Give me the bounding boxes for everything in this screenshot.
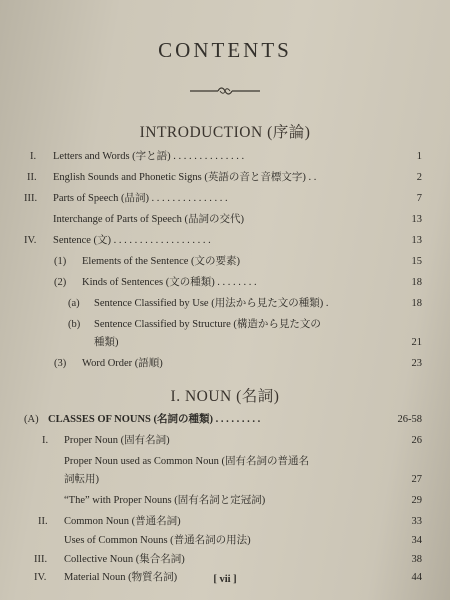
toc-entry[interactable]: [0, 192, 450, 210]
toc-entry-title: Parts of Speech (品詞) . . . . . . . . . . . . . . .: [53, 193, 228, 204]
toc-entry-page: 21: [411, 337, 422, 348]
toc-entry-number: III.: [34, 554, 48, 565]
toc-entry[interactable]: [0, 234, 450, 252]
toc-entry-page: 15: [411, 256, 422, 267]
toc-entry-page: 26-58: [397, 414, 422, 425]
toc-entry-number: (1): [54, 256, 67, 267]
ornament-divider: [190, 86, 260, 96]
toc-entry[interactable]: [0, 473, 450, 491]
toc-entry-number: III.: [24, 193, 38, 204]
toc-entry-page: 7: [416, 193, 422, 204]
toc-entry-title: “The” with Proper Nouns (固有名詞と定冠詞): [64, 495, 266, 506]
toc-entry-title: Material Noun (物質名詞): [64, 572, 178, 583]
toc-entry-page: 2: [416, 172, 422, 183]
toc-entry-title: Word Order (語順): [82, 358, 163, 369]
toc-entry[interactable]: [0, 276, 450, 294]
section-heading-introduction: INTRODUCTION (序論): [139, 124, 311, 141]
page-title: CONTENTS: [158, 38, 292, 62]
toc-entry-title: Letters and Words (字と語) . . . . . . . . . . . . . .: [53, 151, 245, 162]
toc-entry-title: Sentence Classified by Use (用法から見た文の種類) .: [94, 298, 329, 309]
toc-entry-title: 詞転用): [64, 474, 99, 485]
toc-entry-title: CLASSES OF NOUNS (名詞の種類) . . . . . . . . .: [48, 414, 261, 425]
toc-entry-number: (a): [68, 298, 80, 309]
toc-entry[interactable]: [0, 318, 450, 336]
toc-entry-number: II.: [27, 172, 37, 183]
toc-entry-title: Uses of Common Nouns (普通名詞の用法): [64, 535, 251, 546]
toc-entry-number: IV.: [24, 235, 37, 246]
toc-entry[interactable]: [0, 534, 450, 552]
toc-entry-page: 26: [411, 435, 422, 446]
toc-entry-title: Interchange of Parts of Speech (品詞の交代): [53, 214, 244, 225]
toc-entry-number: (b): [68, 319, 81, 330]
toc-entry-title: 種類): [94, 337, 119, 348]
toc-entry-title: English Sounds and Phonetic Signs (英語の音と音標文字) . .: [53, 172, 317, 183]
toc-entry-number: (3): [54, 358, 67, 369]
toc-entry-page: 23: [411, 358, 422, 369]
toc-entry[interactable]: [0, 455, 450, 473]
toc-entry-number: (2): [54, 277, 67, 288]
toc-entry-title: Proper Noun used as Common Noun (固有名詞の普通名: [64, 456, 309, 467]
toc-entry-number: IV.: [34, 572, 47, 583]
toc-entry[interactable]: [0, 213, 450, 231]
section-heading-noun: I. NOUN (名詞): [170, 388, 280, 405]
toc-entry[interactable]: [0, 171, 450, 189]
toc-entry[interactable]: [0, 494, 450, 512]
toc-entry-page: 34: [411, 535, 422, 546]
toc-entry-number: (A): [24, 414, 39, 425]
toc-entry[interactable]: [0, 515, 450, 533]
toc-entry[interactable]: [0, 297, 450, 315]
toc-entry[interactable]: [0, 434, 450, 452]
toc-entry[interactable]: [0, 255, 450, 273]
toc-entry[interactable]: [0, 413, 450, 431]
toc-entry-page: 44: [411, 572, 422, 583]
toc-entry-title: Proper Noun (固有名詞): [64, 435, 170, 446]
toc-entry-title: Sentence Classified by Structure (構造から見た文の: [94, 319, 321, 330]
toc-entry-number: I.: [42, 435, 49, 446]
toc-entry[interactable]: [0, 150, 450, 168]
toc-entry-title: Sentence (文) . . . . . . . . . . . . . . . . . . .: [53, 235, 211, 246]
toc-entry-title: Collective Noun (集合名詞): [64, 554, 185, 565]
toc-entry-page: 18: [411, 298, 422, 309]
toc-entry-page: 13: [411, 235, 422, 246]
toc-entry-page: 1: [416, 151, 422, 162]
toc-entry[interactable]: [0, 553, 450, 571]
toc-entry[interactable]: [0, 336, 450, 354]
page-number: [ vii ]: [213, 574, 237, 585]
toc-entry-page: 13: [411, 214, 422, 225]
toc-entry[interactable]: [0, 357, 450, 375]
toc-entry-title: Kinds of Sentences (文の種類) . . . . . . . .: [82, 277, 257, 288]
toc-entry-title: Elements of the Sentence (文の要素): [82, 256, 241, 267]
toc-entry-page: 33: [411, 516, 422, 527]
toc-entry-page: 18: [411, 277, 422, 288]
toc-entry-title: Common Noun (普通名詞): [64, 516, 181, 527]
toc-entry-page: 27: [411, 474, 422, 485]
toc-entry-page: 29: [411, 495, 422, 506]
toc-entry-number: II.: [38, 516, 48, 527]
toc-entry-number: I.: [30, 151, 37, 162]
toc-entry-page: 38: [411, 554, 422, 565]
